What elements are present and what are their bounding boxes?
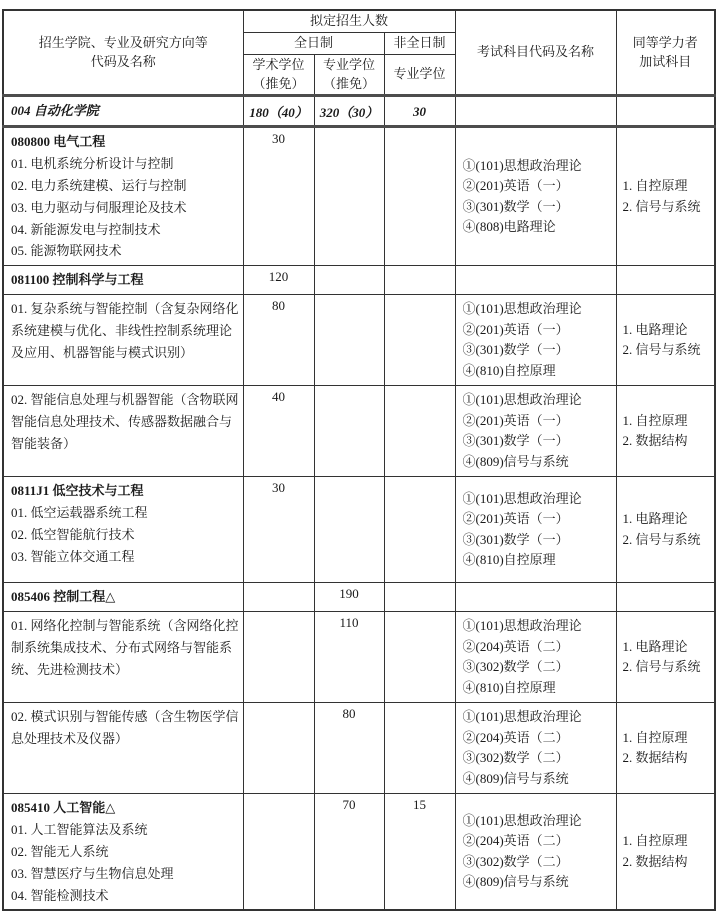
section-name-cell	[3, 127, 243, 266]
parttime-count-cell	[384, 295, 455, 386]
academic-count-cell	[243, 612, 314, 703]
exam-subject-item: ④(809)信号与系统	[462, 453, 569, 469]
college-row	[3, 96, 715, 127]
academic-count-cell: 120	[243, 266, 314, 295]
professional-count-cell: 80	[314, 703, 384, 794]
college-additional-cell-empty	[616, 96, 715, 127]
additional-subject-item: 1. 自控原理	[622, 412, 688, 428]
additional-subject-item: 1. 自控原理	[622, 833, 688, 849]
header-exam-subjects-cell: 考试科目代码及名称	[455, 10, 616, 96]
exam-subject-item: ②(201)英语（一）	[462, 178, 569, 194]
exam-subject-item: ②(201)英语（一）	[462, 412, 569, 428]
exam-subject-item: ②(204)英语（二）	[462, 833, 569, 849]
exam-subject-item: ③(301)数学（一）	[462, 531, 569, 547]
additional-subjects-cell	[616, 127, 715, 266]
additional-subject-item: 2. 信号与系统	[622, 342, 701, 358]
admissions-table	[2, 9, 716, 911]
additional-subject-item: 2. 数据结构	[622, 853, 688, 869]
additional-subjects-cell	[616, 612, 715, 703]
additional-subject-item: 2. 数据结构	[622, 433, 688, 449]
exam-subject-item: ③(302)数学（二）	[462, 659, 569, 675]
exam-subject-item: ④(810)自控原理	[462, 362, 556, 378]
parttime-count-cell	[384, 477, 455, 583]
college-professional-count: 320（30）	[314, 96, 384, 127]
section-code-title: 085406 控制工程△	[3, 583, 243, 612]
additional-subjects-cell	[616, 295, 715, 386]
parttime-count-cell	[384, 583, 455, 612]
exam-subjects-cell-empty	[455, 266, 616, 295]
academic-count-cell: 40	[243, 386, 314, 477]
professional-count-cell: 70	[314, 794, 384, 911]
exam-subjects-cell	[455, 386, 616, 477]
exam-subject-item: ③(302)数学（二）	[462, 750, 569, 766]
header-professional-degree-cell: 专业学位 （推免）	[314, 54, 384, 96]
exam-subjects-cell	[455, 794, 616, 911]
direction-cell: 01. 网络化控制与智能系统（含网络化控制系统集成技术、分布式网络与智能系统、先进检测技术）	[3, 612, 243, 703]
additional-subject-item: 2. 信号与系统	[622, 659, 701, 675]
exam-subject-item: ④(809)信号与系统	[462, 874, 569, 890]
academic-count-cell	[243, 583, 314, 612]
academic-count-cell: 80	[243, 295, 314, 386]
parttime-count-cell	[384, 386, 455, 477]
academic-count-cell: 30	[243, 477, 314, 583]
exam-subject-item: ④(810)自控原理	[462, 679, 556, 695]
header-fulltime-cell: 全日制	[243, 32, 384, 54]
exam-subject-item: ④(809)信号与系统	[462, 770, 569, 786]
exam-subject-item: ①(101)思想政治理论	[462, 618, 582, 634]
direction-item: 05. 能源物联网技术	[11, 243, 122, 259]
direction-list	[11, 819, 239, 906]
exam-subjects-cell	[455, 295, 616, 386]
exam-subject-item: ③(301)数学（一）	[462, 433, 569, 449]
academic-count-cell: 30	[243, 127, 314, 266]
exam-subject-item: ②(204)英语（二）	[462, 729, 569, 745]
additional-subject-item: 2. 信号与系统	[622, 198, 701, 214]
direction-item: 02. 智能无人系统	[11, 843, 109, 859]
exam-subjects-cell	[455, 703, 616, 794]
exam-subject-item: ③(302)数学（二）	[462, 853, 569, 869]
header-parttime-cell: 非全日制	[384, 32, 455, 54]
direction-list	[11, 502, 239, 567]
exam-subject-item: ②(204)英语（二）	[462, 638, 569, 654]
direction-row-081100-01	[3, 295, 715, 386]
additional-subjects-cell	[616, 477, 715, 583]
header-equivalent-line1: 同等学力者	[632, 34, 698, 50]
college-academic-count: 180（40）	[243, 96, 314, 127]
professional-count-cell	[314, 295, 384, 386]
additional-subjects-cell-empty	[616, 266, 715, 295]
header-equivalent-line2: 加试科目	[639, 53, 692, 69]
section-code-title: 080800 电气工程	[11, 134, 106, 150]
exam-subjects-cell	[455, 127, 616, 266]
header-equivalent-cell	[616, 10, 715, 96]
academic-count-cell	[243, 703, 314, 794]
exam-subjects-cell	[455, 477, 616, 583]
direction-item: 02. 低空智能航行技术	[11, 526, 135, 542]
exam-subject-item: ④(808)电路理论	[462, 219, 556, 235]
additional-subjects-cell	[616, 703, 715, 794]
additional-subjects-cell	[616, 386, 715, 477]
exam-subject-item: ①(101)思想政治理论	[462, 812, 582, 828]
professional-count-cell	[314, 477, 384, 583]
direction-list	[11, 153, 239, 262]
direction-item: 04. 智能检测技术	[11, 887, 109, 903]
exam-subjects-cell	[455, 612, 616, 703]
parttime-count-cell	[384, 127, 455, 266]
header-row-1	[3, 10, 715, 32]
additional-subject-item: 1. 自控原理	[622, 729, 688, 745]
section-code-title: 0811J1 低空技术与工程	[11, 483, 144, 499]
header-school-line1: 招生学院、专业及研究方向等	[38, 34, 208, 50]
additional-subject-item: 2. 信号与系统	[622, 531, 701, 547]
direction-item: 04. 新能源发电与控制技术	[11, 221, 161, 237]
admissions-catalog-page	[0, 9, 717, 903]
professional-count-cell: 110	[314, 612, 384, 703]
parttime-count-cell	[384, 703, 455, 794]
section-code-title: 085410 人工智能△	[11, 800, 116, 816]
section-code-title: 081100 控制科学与工程	[3, 266, 243, 295]
professional-count-cell: 190	[314, 583, 384, 612]
college-name: 004 自动化学院	[3, 96, 243, 127]
exam-subject-item: ①(101)思想政治理论	[462, 301, 582, 316]
exam-subjects-cell-empty	[455, 583, 616, 612]
direction-item: 01. 低空运载器系统工程	[11, 505, 148, 521]
exam-subject-item: ①(101)思想政治理论	[462, 490, 582, 506]
exam-subject-item: ①(101)思想政治理论	[462, 157, 582, 173]
professional-count-cell	[314, 266, 384, 295]
exam-subject-item: ③(301)数学（一）	[462, 342, 569, 358]
direction-cell: 02. 智能信息处理与机器智能（含物联网智能信息处理技术、传感器数据融合与智能装备）	[3, 386, 243, 477]
professional-count-cell	[314, 127, 384, 266]
professional-count-cell	[314, 386, 384, 477]
section-row-081100-header	[3, 266, 715, 295]
exam-subject-item: ①(101)思想政治理论	[462, 709, 582, 725]
direction-item: 03. 智慧医疗与生物信息处理	[11, 865, 174, 881]
direction-row-085406-02	[3, 703, 715, 794]
academic-count-cell	[243, 794, 314, 911]
direction-item: 01. 电机系统分析设计与控制	[11, 156, 174, 172]
header-school-line2: 代码及名称	[90, 53, 156, 69]
direction-item: 03. 智能立体交通工程	[11, 548, 135, 564]
direction-cell: 02. 模式识别与智能传感（含生物医学信息处理技术及仪器）	[3, 703, 243, 794]
section-name-cell	[3, 794, 243, 911]
header-academic-degree-cell: 学术学位 （推免）	[243, 54, 314, 96]
section-row-085410	[3, 794, 715, 911]
additional-subject-item: 2. 数据结构	[622, 750, 688, 766]
direction-row-085406-01	[3, 612, 715, 703]
header-planned-total-cell: 拟定招生人数	[243, 10, 455, 32]
exam-subject-item: ④(810)自控原理	[462, 552, 556, 568]
additional-subject-item: 1. 电路理论	[622, 511, 688, 527]
exam-subject-item: ③(301)数学（一）	[462, 198, 569, 214]
direction-cell: 01. 复杂系统与智能控制（含复杂网络化系统建模与优化、非线性控制系统理论及应用、机器智能与模式识别）	[3, 295, 243, 386]
direction-item: 02. 电力系统建模、运行与控制	[11, 177, 187, 193]
additional-subject-item: 1. 自控原理	[622, 178, 688, 194]
direction-row-081100-02	[3, 386, 715, 477]
additional-subject-item: 1. 电路理论	[622, 638, 688, 654]
parttime-count-cell	[384, 612, 455, 703]
section-name-cell	[3, 477, 243, 583]
exam-subject-item: ①(101)思想政治理论	[462, 392, 582, 408]
header-school-cell	[3, 10, 243, 96]
parttime-count-cell	[384, 266, 455, 295]
section-row-085406-header	[3, 583, 715, 612]
additional-subjects-cell	[616, 794, 715, 911]
section-row-0811J1	[3, 477, 715, 583]
exam-subject-item: ②(201)英语（一）	[462, 321, 569, 337]
additional-subjects-cell-empty	[616, 583, 715, 612]
header-parttime-degree-cell: 专业学位	[384, 54, 455, 96]
college-exam-cell-empty	[455, 96, 616, 127]
direction-item: 01. 人工智能算法及系统	[11, 822, 148, 838]
section-row-080800	[3, 127, 715, 266]
college-parttime-count: 30	[384, 96, 455, 127]
parttime-count-cell: 15	[384, 794, 455, 911]
additional-subject-item: 1. 电路理论	[622, 321, 688, 337]
direction-item: 03. 电力驱动与伺服理论及技术	[11, 199, 187, 215]
exam-subject-item: ②(201)英语（一）	[462, 511, 569, 527]
